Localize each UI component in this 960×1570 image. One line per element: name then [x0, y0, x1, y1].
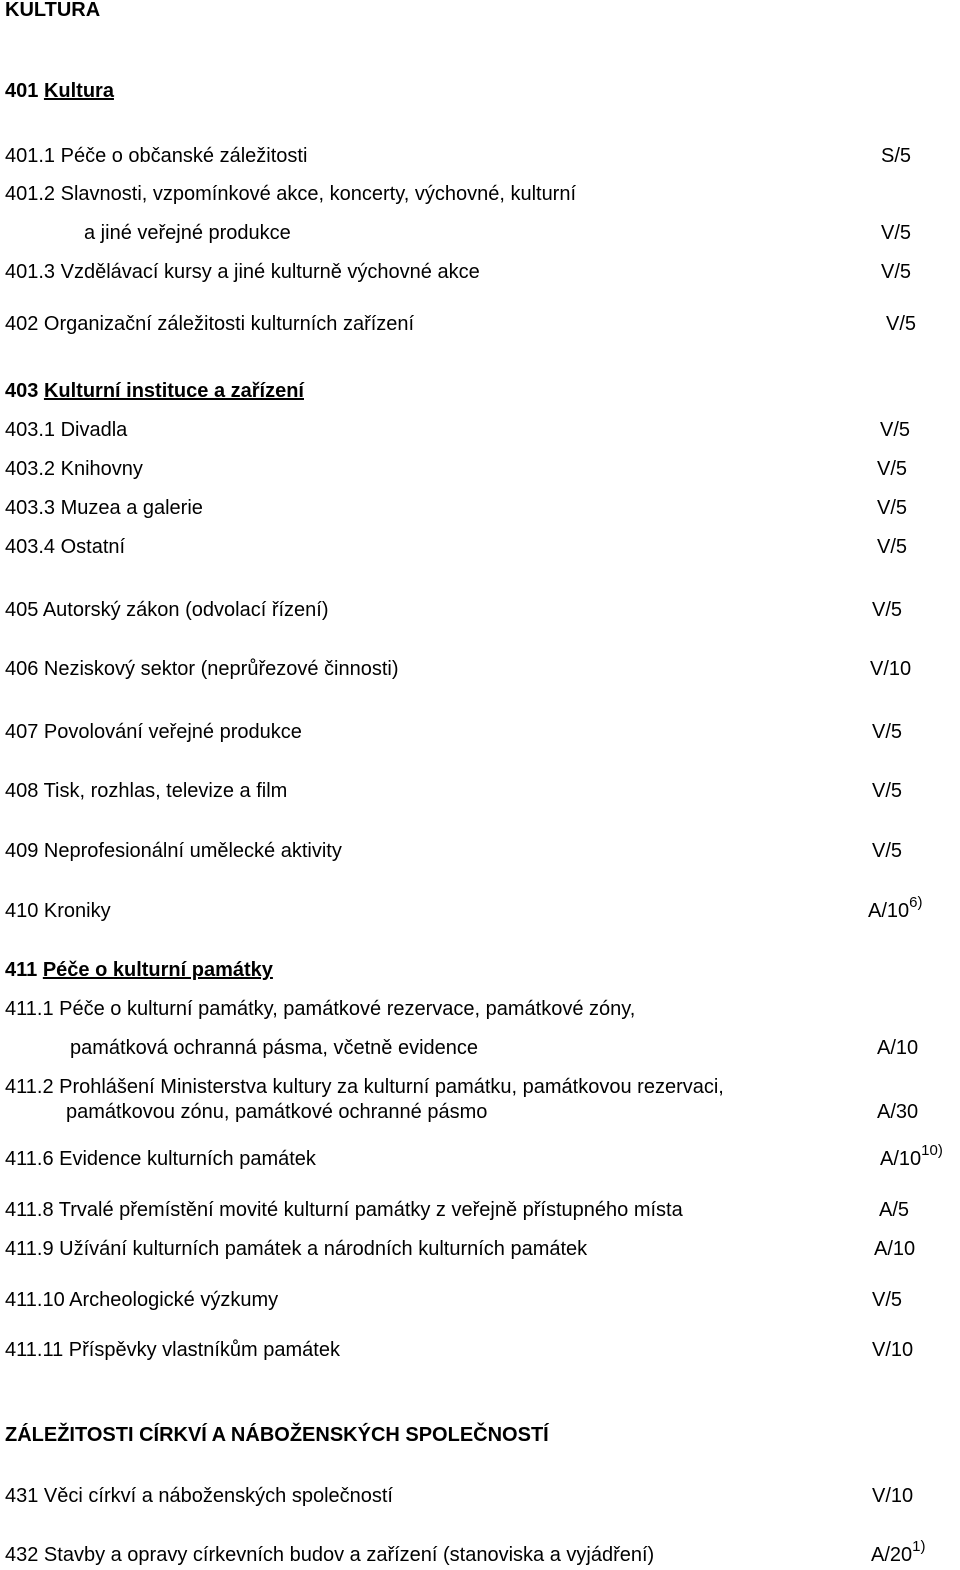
code-411-1: A/10: [877, 1037, 919, 1059]
item-431: 431 Věci církví a náboženských společností: [5, 1485, 393, 1507]
item-411-2-line1: 411.2 Prohlášení Ministerstva kultury za kulturní památku, památkovou rezervaci,: [5, 1076, 724, 1098]
code-403-1: V/5: [880, 419, 911, 441]
item-403-4: 403.4 Ostatní: [5, 536, 126, 558]
item-432: 432 Stavby a opravy církevních budov a zařízení (stanoviska a vyjádření): [5, 1544, 655, 1566]
code-401-2: V/5: [881, 222, 912, 244]
item-401-3: 401.3 Vzdělávací kursy a jiné kulturně výchovné akce: [5, 261, 480, 283]
retention-code: A/20: [871, 1544, 913, 1566]
code-409: V/5: [872, 840, 903, 862]
item-406: 406 Neziskový sektor (neprůřezové činnosti): [5, 658, 399, 680]
item-401-2-line2: a jiné veřejné produkce: [84, 222, 291, 244]
code-432: [871, 1538, 926, 1566]
code-408: V/5: [872, 780, 903, 802]
code-405: V/5: [872, 599, 903, 621]
code-406: V/10: [870, 658, 912, 680]
section-number: 401: [5, 80, 39, 102]
section-number: 411: [5, 959, 38, 981]
item-401-2-line1: 401.2 Slavnosti, vzpomínkové akce, koncerty, výchovné, kulturní: [5, 183, 577, 205]
item-411-11: 411.11 Příspěvky vlastníkům památek: [5, 1339, 340, 1361]
section-401: [5, 81, 114, 101]
item-409: 409 Neprofesionální umělecké aktivity: [5, 840, 342, 862]
footnote-ref: 10): [921, 1142, 943, 1159]
code-411-8: A/5: [879, 1199, 910, 1221]
code-401-1: S/5: [881, 145, 912, 167]
code-411-11: V/10: [872, 1339, 914, 1361]
code-403-3: V/5: [877, 497, 908, 519]
retention-code: A/10: [868, 900, 910, 922]
section-number: 403: [5, 380, 39, 402]
item-402: 402 Organizační záležitosti kulturních zařízení: [5, 313, 415, 335]
code-401-3: V/5: [881, 261, 912, 283]
item-411-6: 411.6 Evidence kulturních památek: [5, 1148, 316, 1170]
code-410: [868, 894, 923, 922]
item-401-1: 401.1 Péče o občanské záležitosti: [5, 145, 308, 167]
section-411: [5, 960, 273, 980]
section-403: [5, 381, 304, 401]
item-410: 410 Kroniky: [5, 900, 111, 922]
code-411-2: A/30: [877, 1101, 919, 1123]
section-title-link[interactable]: Péče o kulturní památky: [42, 959, 273, 981]
section-title-link[interactable]: Kulturní instituce a zařízení: [43, 380, 304, 402]
item-403-3: 403.3 Muzea a galerie: [5, 497, 203, 519]
item-411-1-line1: 411.1 Péče o kulturní památky, památkové rezervace, památkové zóny,: [5, 998, 636, 1020]
item-411-2-line2: památkovou zónu, památkové ochranné pásmo: [66, 1101, 488, 1123]
code-411-6: [880, 1142, 943, 1170]
code-407: V/5: [872, 721, 903, 743]
code-411-9: A/10: [874, 1238, 916, 1260]
item-407: 407 Povolování veřejné produkce: [5, 721, 302, 743]
item-403-2: 403.2 Knihovny: [5, 458, 143, 480]
item-408: 408 Tisk, rozhlas, televize a film: [5, 780, 288, 802]
code-402: V/5: [886, 313, 917, 335]
item-403-1: 403.1 Divadla: [5, 419, 128, 441]
item-411-8: 411.8 Trvalé přemístění movité kulturní památky z veřejně přístupného místa: [5, 1199, 683, 1221]
section-heading-kultura: KULTURA: [5, 0, 101, 21]
code-403-2: V/5: [877, 458, 908, 480]
footnote-ref: 1): [912, 1538, 926, 1555]
section-heading-cirkve: ZÁLEŽITOSTI CÍRKVÍ A NÁBOŽENSKÝCH SPOLEČNOSTÍ: [5, 1424, 549, 1446]
footnote-ref: 6): [909, 894, 923, 911]
retention-code: A/10: [880, 1148, 922, 1170]
item-411-10: 411.10 Archeologické výzkumy: [5, 1289, 279, 1311]
section-title-link[interactable]: Kultura: [43, 80, 114, 102]
code-403-4: V/5: [877, 536, 908, 558]
item-411-1-line2: památková ochranná pásma, včetně evidence: [70, 1037, 479, 1059]
code-411-10: V/5: [872, 1289, 903, 1311]
item-405: 405 Autorský zákon (odvolací řízení): [5, 599, 329, 621]
code-431: V/10: [872, 1485, 914, 1507]
item-411-9: 411.9 Užívání kulturních památek a národních kulturních památek: [5, 1238, 588, 1260]
